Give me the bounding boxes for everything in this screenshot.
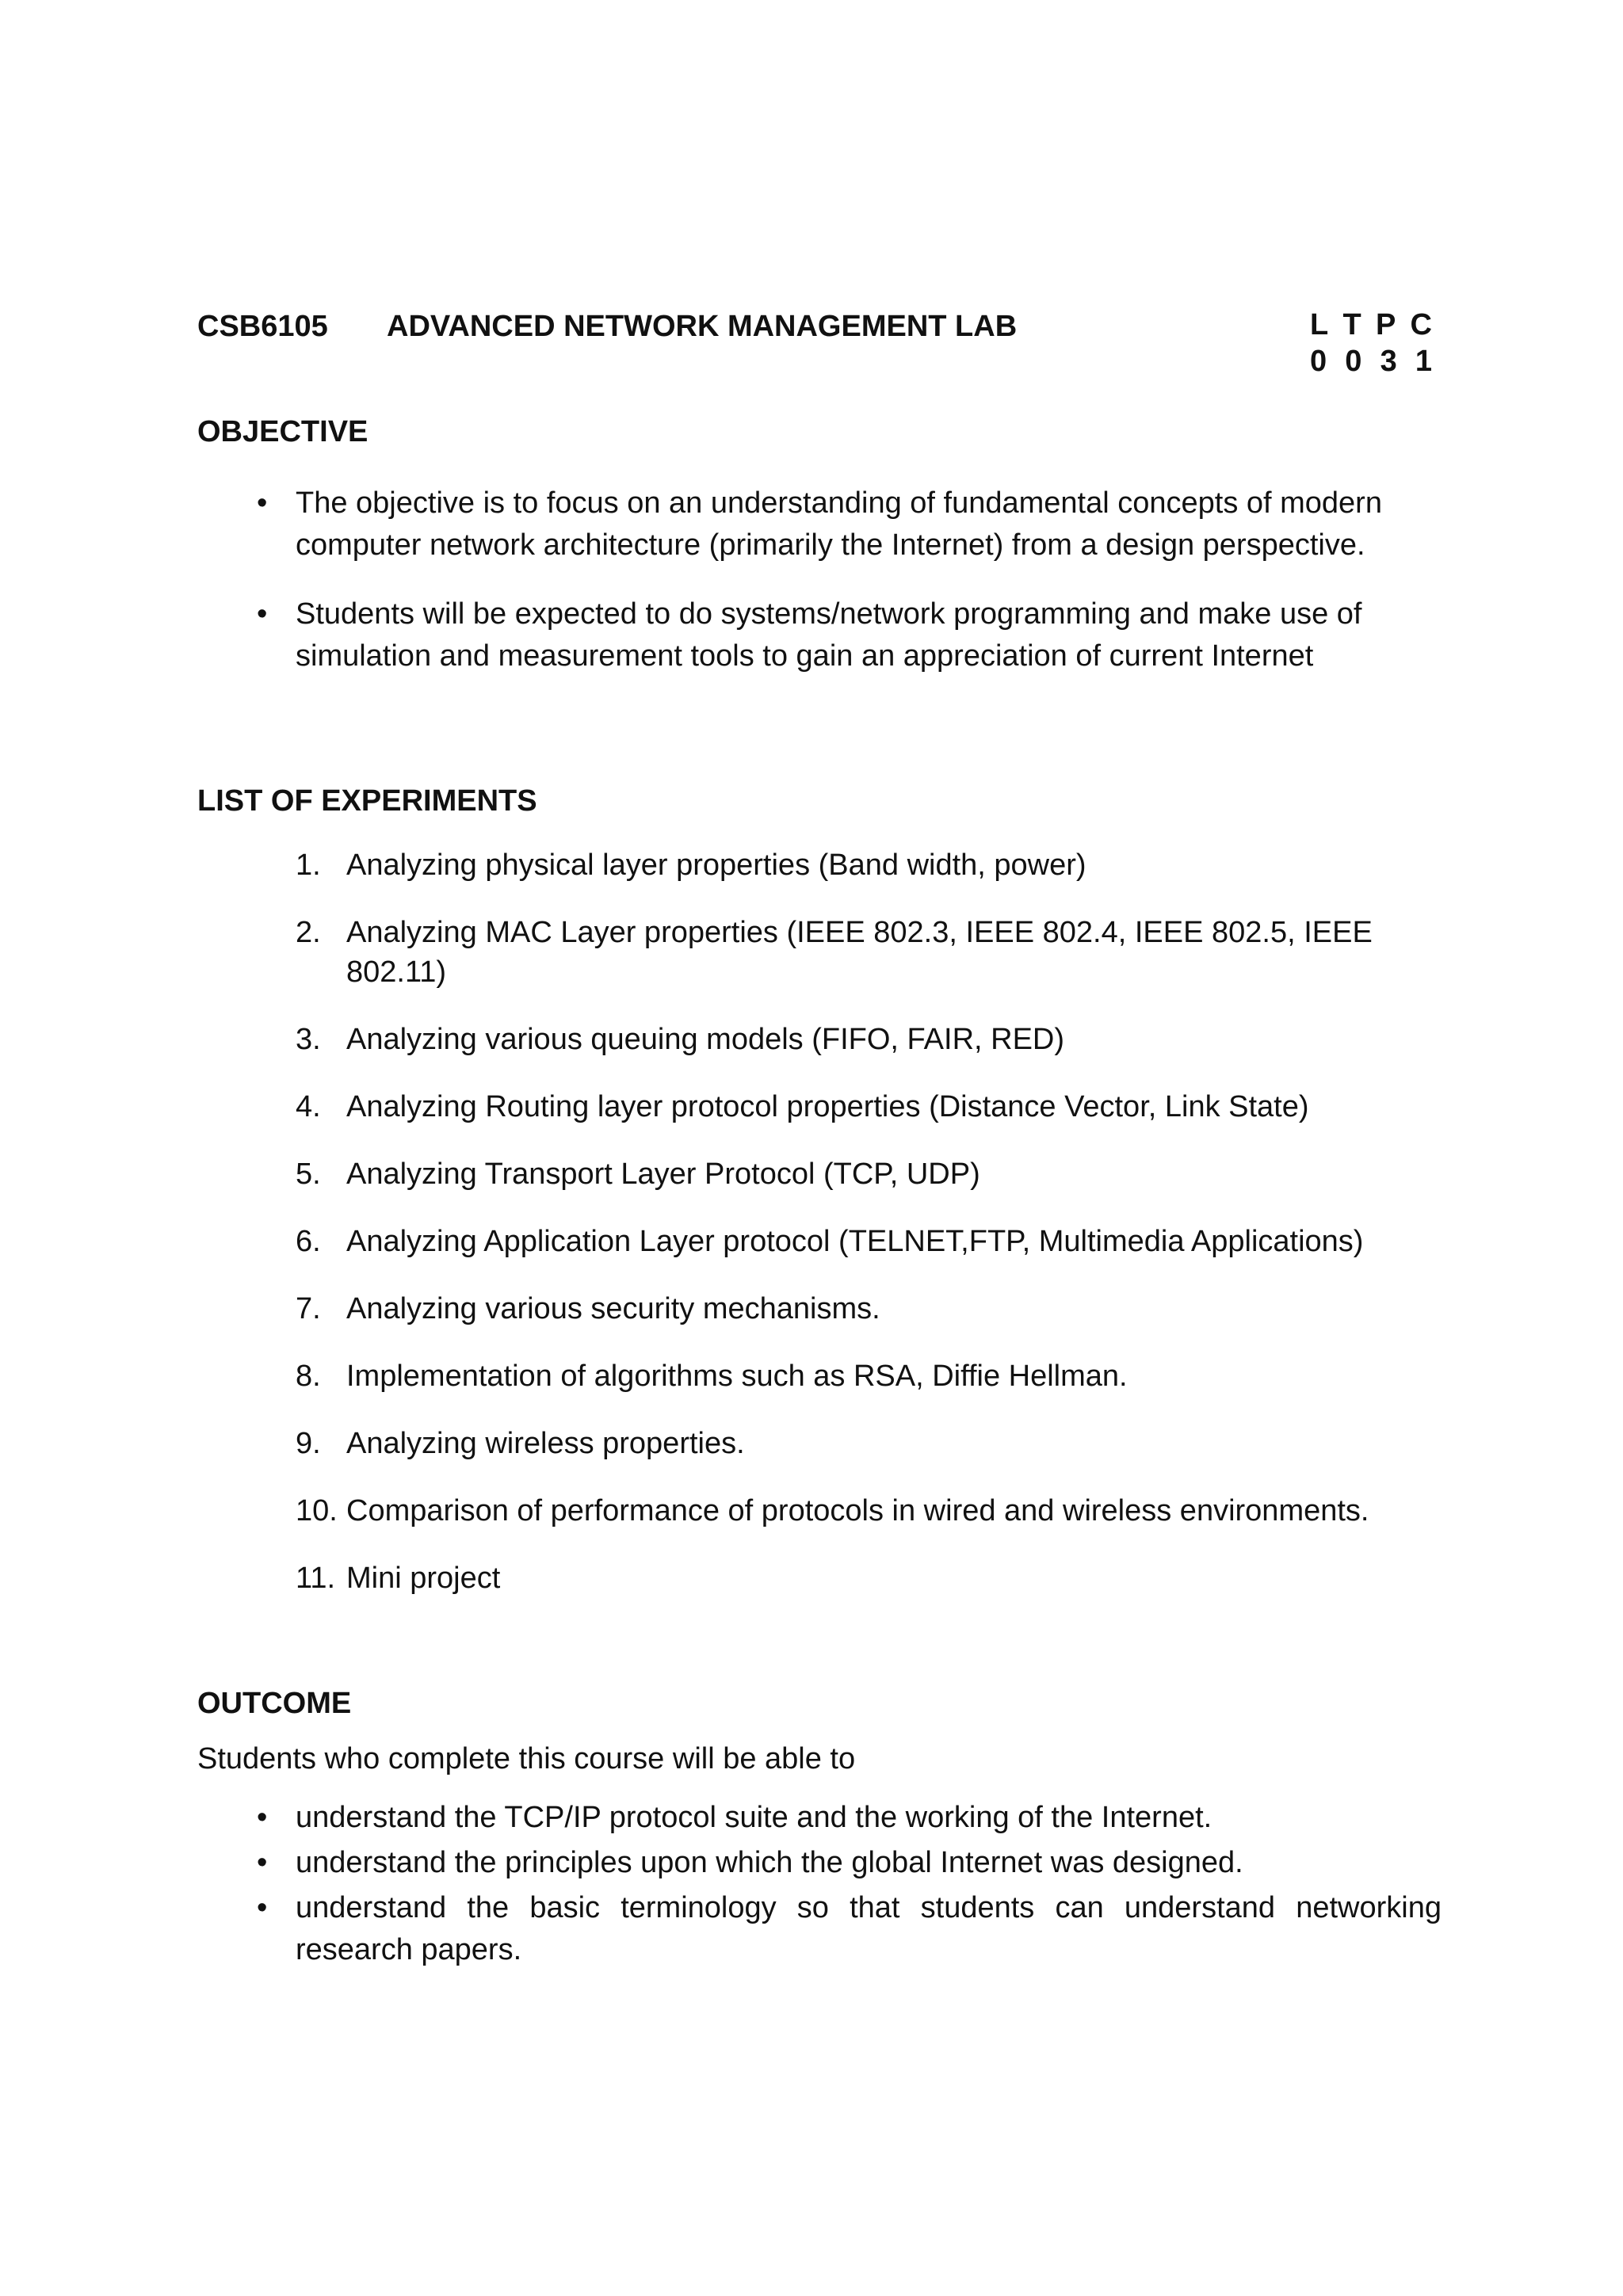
experiment-text: Analyzing various queuing models (FIFO, FAIR, RED) bbox=[346, 1023, 1065, 1056]
experiment-item bbox=[197, 1020, 1442, 1059]
experiment-number: 1. bbox=[296, 849, 321, 882]
experiments-list bbox=[197, 845, 1442, 1626]
experiment-text: Analyzing Application Layer protocol (TELNET,FTP, Multimedia Applications) bbox=[346, 1225, 1364, 1258]
objective-item-text: Students will be expected to do systems/network programming and make use of simulation and measurement tools to gain an appreciation of current Internet bbox=[296, 597, 1362, 673]
ltpc-label-p: P bbox=[1375, 308, 1396, 341]
outcome-item bbox=[197, 1887, 1442, 1971]
experiments-heading: LIST OF EXPERIMENTS bbox=[197, 784, 537, 818]
ltpc-labels-row bbox=[1310, 307, 1432, 343]
experiment-item bbox=[197, 1558, 1442, 1598]
bullet-icon: • bbox=[257, 1891, 268, 1924]
outcome-item-text: understand the TCP/IP protocol suite and the working of the Internet. bbox=[296, 1801, 1212, 1834]
experiment-number: 11. bbox=[296, 1562, 336, 1595]
ltpc-value-l: 0 bbox=[1310, 345, 1327, 378]
experiment-text: Analyzing various security mechanisms. bbox=[346, 1292, 880, 1325]
ltpc-value-t: 0 bbox=[1345, 345, 1362, 378]
objective-list bbox=[197, 482, 1442, 704]
experiment-text: Analyzing Routing layer protocol properties (Distance Vector, Link State) bbox=[346, 1090, 1309, 1123]
experiment-item bbox=[197, 1356, 1442, 1396]
experiment-text: Analyzing Transport Layer Protocol (TCP, UDP) bbox=[346, 1158, 980, 1191]
ltpc-value-c: 1 bbox=[1415, 345, 1432, 378]
course-code: CSB6105 bbox=[197, 310, 328, 343]
bullet-icon: • bbox=[257, 597, 268, 631]
experiment-item bbox=[197, 1424, 1442, 1463]
bullet-icon: • bbox=[257, 486, 268, 520]
ltpc-label-l: L bbox=[1310, 308, 1329, 341]
experiment-number: 3. bbox=[296, 1023, 321, 1056]
experiment-text: Analyzing physical layer properties (Band width, power) bbox=[346, 849, 1086, 882]
objective-item bbox=[197, 482, 1442, 566]
experiment-text: Comparison of performance of protocols in wired and wireless environments. bbox=[346, 1494, 1369, 1527]
course-title: ADVANCED NETWORK MANAGEMENT LAB bbox=[387, 310, 1018, 343]
experiment-item bbox=[197, 1289, 1442, 1329]
experiment-item bbox=[197, 1491, 1442, 1531]
ltpc-values-row bbox=[1310, 343, 1432, 379]
experiment-number: 2. bbox=[296, 916, 321, 949]
ltpc-label-t: T bbox=[1342, 308, 1361, 341]
experiment-number: 10. bbox=[296, 1494, 338, 1527]
experiment-text: Mini project bbox=[346, 1562, 501, 1595]
outcome-intro: Students who complete this course will be able to bbox=[197, 1742, 856, 1775]
experiment-number: 4. bbox=[296, 1090, 321, 1123]
outcome-item bbox=[197, 1842, 1442, 1884]
experiment-number: 9. bbox=[296, 1427, 321, 1460]
experiment-text: Implementation of algorithms such as RSA, Diffie Hellman. bbox=[346, 1360, 1128, 1393]
experiment-item bbox=[197, 1222, 1442, 1261]
outcome-item-text: understand the basic terminology so that students can understand networking research papers. bbox=[296, 1891, 1442, 1966]
bullet-icon: • bbox=[257, 1801, 268, 1834]
objective-heading: OBJECTIVE bbox=[197, 415, 369, 448]
ltpc-value-p: 3 bbox=[1380, 345, 1397, 378]
experiment-number: 6. bbox=[296, 1225, 321, 1258]
experiment-item bbox=[197, 1154, 1442, 1194]
objective-item bbox=[197, 593, 1442, 677]
experiment-text: Analyzing wireless properties. bbox=[346, 1427, 745, 1460]
experiment-number: 8. bbox=[296, 1360, 321, 1393]
ltpc-block bbox=[1310, 307, 1437, 379]
outcome-item-text: understand the principles upon which the global Internet was designed. bbox=[296, 1846, 1243, 1879]
experiment-number: 7. bbox=[296, 1292, 321, 1325]
ltpc-label-c: C bbox=[1410, 308, 1432, 341]
experiment-item bbox=[197, 913, 1442, 992]
bullet-icon: • bbox=[257, 1846, 268, 1879]
experiment-item bbox=[197, 845, 1442, 885]
outcome-list bbox=[197, 1797, 1442, 1974]
outcome-heading: OUTCOME bbox=[197, 1687, 352, 1720]
experiment-text: Analyzing MAC Layer properties (IEEE 802.3, IEEE 802.4, IEEE 802.5, IEEE 802.11) bbox=[346, 916, 1373, 989]
objective-item-text: The objective is to focus on an understanding of fundamental concepts of modern computer network architecture (primarily the Internet) from a design perspective. bbox=[296, 486, 1382, 562]
outcome-item bbox=[197, 1797, 1442, 1839]
experiment-item bbox=[197, 1087, 1442, 1127]
experiment-number: 5. bbox=[296, 1158, 321, 1191]
